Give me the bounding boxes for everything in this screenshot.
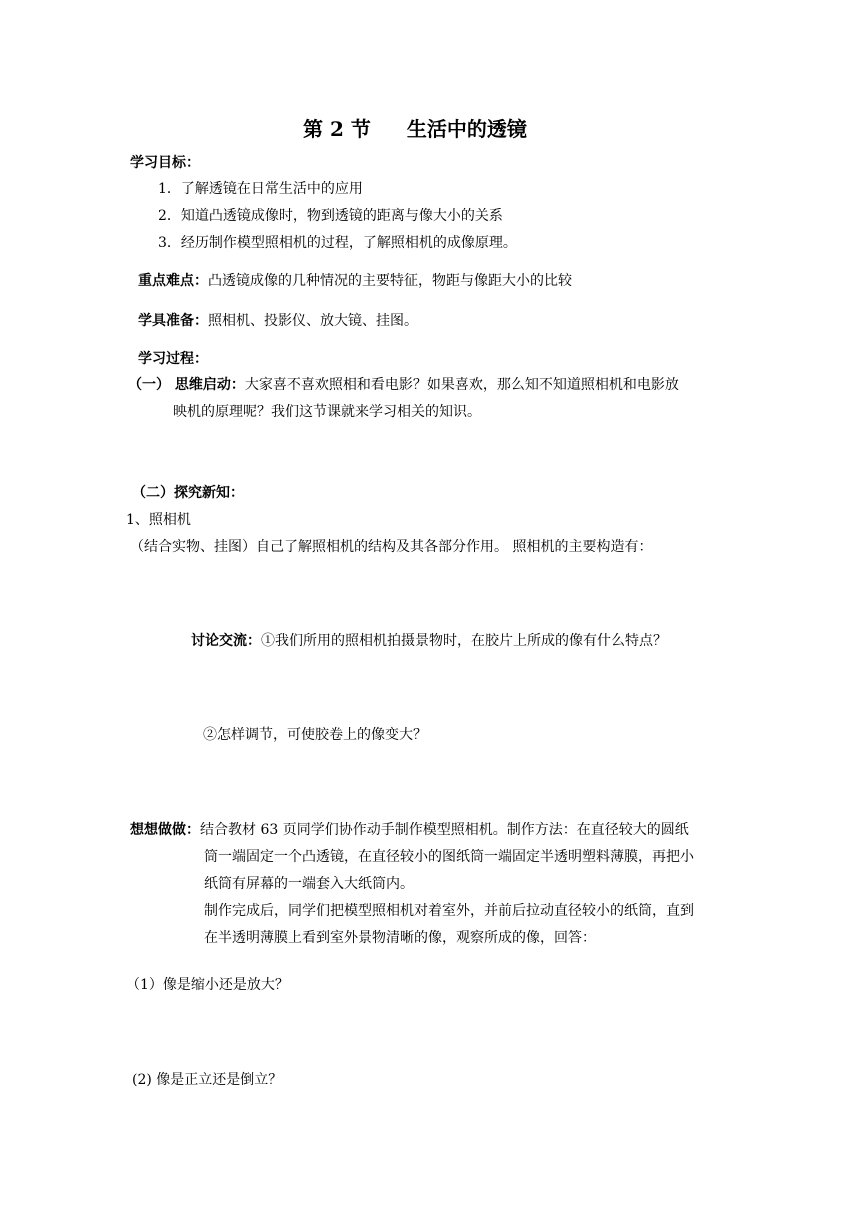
key-points-text: 凸透镜成像的几种情况的主要特征，物距与像距大小的比较 [208,273,572,289]
section-name: 生活中的透镜 [406,117,527,141]
objective-item-2: 2．知道凸透镜成像时，物到透镜的距离与像大小的关系 [158,208,503,224]
question-1: （1）像是缩小还是放大？ [126,977,289,993]
camera-heading: 1、照相机 [126,512,191,528]
think-do-line2: 筒一端固定一个凸透镜，在直径较小的图纸筒一端固定半透明塑料薄膜，再把小 [204,849,694,865]
part1-line2: 映机的原理呢？我们这节课就来学习相关的知识。 [173,404,481,420]
part1-text-1: 大家喜不喜欢照相和看电影？如果喜欢，那么知不知道照相机和电影放 [244,377,679,393]
materials-label: 学具准备： [138,313,208,329]
part1-line1 [128,376,679,394]
discussion-label: 讨论交流： [191,633,261,649]
key-points-label: 重点难点： [138,273,208,289]
question-2: (2) 像是正立还是倒立？ [132,1072,283,1088]
objective-item-1: 1．了解透镜在日常生活中的应用 [158,181,363,197]
discussion-q2: ②怎样调节，可使胶卷上的像变大？ [203,727,427,743]
objective-item-3: 3．经历制作模型照相机的过程，了解照相机的成像原理。 [158,235,517,251]
process-heading: 学习过程： [138,351,208,367]
part1-label: （一） 思维启动： [128,377,245,393]
think-do-line4: 制作完成后，同学们把模型照相机对着室外，并前后拉动直径较小的纸筒，直到 [204,903,694,919]
discussion-q1 [191,632,667,650]
part2-heading: （二）探究新知： [132,485,244,501]
discussion-q1-text: ①我们所用的照相机拍摄景物时，在胶片上所成的像有什么特点？ [261,633,667,649]
think-do-text-1: 结合教材 63 页同学们协作动手制作模型照相机。制作方法：在直径较大的圆纸 [200,822,689,838]
materials [138,312,418,330]
section-number: 第 2 节 [303,117,371,141]
think-do-line3: 纸筒有屏幕的一端套入大纸筒内。 [204,876,414,892]
key-points [138,272,572,290]
think-do-label: 想想做做： [130,822,200,838]
objectives-heading: 学习目标： [130,155,200,171]
think-do-line5: 在半透明薄膜上看到室外景物清晰的像，观察所成的像，回答： [204,930,596,946]
camera-intro: （结合实物、挂图）自己了解照相机的结构及其各部分作用。 照相机的主要构造有： [130,539,653,555]
page-title [303,116,527,142]
think-do-line1 [130,821,689,839]
materials-text: 照相机、投影仪、放大镜、挂图。 [208,313,418,329]
